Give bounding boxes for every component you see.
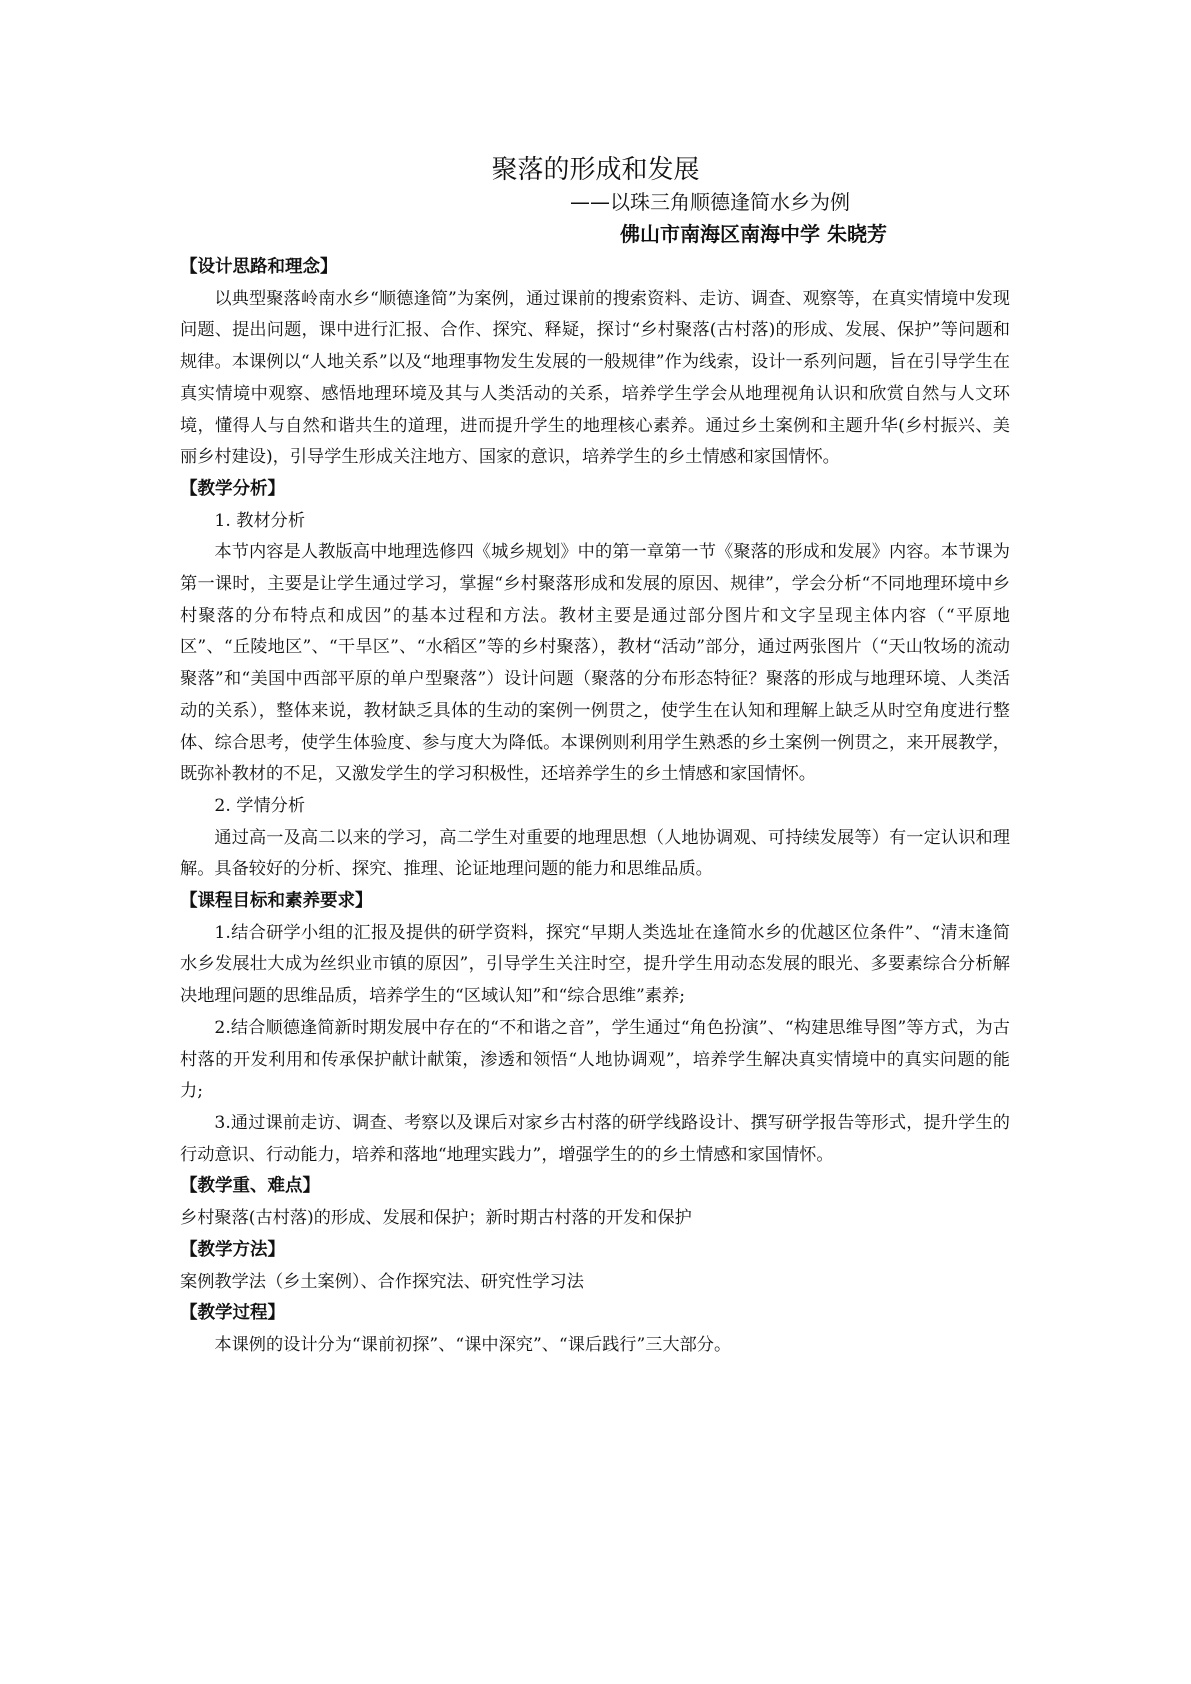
objective-item-2: 2.结合顺德逢简新时期发展中存在的“不和谐之音”，学生通过“角色扮演”、“构建思维导图”等方式，为古村落的开发利用和传承保护献计献策，渗透和领悟“人地协调观”，培养学生解决真实情境中的真实问题的能力; (180, 1017, 1010, 1102)
document-author: 佛山市南海区南海中学 朱晓芳 (620, 222, 887, 246)
analysis-item2-title: 2. 学情分析 (214, 795, 306, 816)
design-paragraph: 以典型聚落岭南水乡“顺德逢简”为案例，通过课前的搜索资料、走访、调查、观察等，在真实情境中发现问题、提出问题，课中进行汇报、合作、探究、释疑，探讨“乡村聚落(古村落)的形成、发展、保护”等问题和规律。本课例以“人地关系”以及“地理事物发生发展的一般规律”作为线索，设计一系列问题，旨在引导学生在真实情境中观察、感悟地理环境及其与人类活动的关系，培养学生学会从地理视角认识和欣赏自然与人文环境，懂得人与自然和谐共生的道理，进而提升学生的地理核心素养。通过乡土案例和主题升华(乡村振兴、美丽乡村建设)，引导学生形成关注地方、国家的意识，培养学生的乡土情感和家国情怀。 (180, 288, 1010, 468)
objective-item-1: 1.结合研学小组的汇报及提供的研学资料，探究“早期人类选址在逢简水乡的优越区位条件”、“清末逢简水乡发展壮大成为丝织业市镇的原因”，引导学生关注时空，提升学生用动态发展的眼光、多要素综合分析解决地理问题的思维品质，培养学生的“区域认知”和“综合思维”素养; (180, 922, 1010, 1007)
document-title: 聚落的形成和发展 (491, 155, 700, 185)
section-heading-design: 【设计思路和理念】 (180, 257, 338, 277)
section-heading-keypoints: 【教学重、难点】 (180, 1176, 320, 1197)
document-body (180, 252, 1010, 1362)
keypoints-text: 乡村聚落(古村落)的形成、发展和保护；新时期古村落的开发和保护 (180, 1208, 692, 1229)
document-subtitle: ——以珠三角顺德逢简水乡为例 (570, 190, 850, 214)
process-text: 本课例的设计分为“课前初探”、“课中深究”、“课后践行”三大部分。 (214, 1334, 732, 1355)
section-heading-process: 【教学过程】 (180, 1303, 285, 1324)
analysis-item2-text: 通过高一及高二以来的学习，高二学生对重要的地理思想（人地协调观、可持续发展等）有一定认识和理解。具备较好的分析、探究、推理、论证地理问题的能力和思维品质。 (180, 827, 1010, 880)
analysis-item1-text: 本节内容是人教版高中地理选修四《城乡规划》中的第一章第一节《聚落的形成和发展》内容。本节课为第一课时，主要是让学生通过学习，掌握“乡村聚落形成和发展的原因、规律”，学会分析“不同地理环境中乡村聚落的分布特点和成因”的基本过程和方法。教材主要是通过部分图片和文字呈现主体内容（“平原地区”、“丘陵地区”、“干旱区”、“水稻区”等的乡村聚落），教材“活动”部分，通过两张图片（“天山牧场的流动聚落”和“美国中西部平原的单户型聚落”）设计问题（聚落的分布形态特征？聚落的形成与地理环境、人类活动的关系），整体来说，教材缺乏具体的生动的案例一例贯之，使学生在认知和理解上缺乏从时空角度进行整体、综合思考，使学生体验度、参与度大为降低。本课例则利用学生熟悉的乡土案例一例贯之，来开展教学，既弥补教材的不足，又激发学生的学习积极性，还培养学生的乡土情感和家国情怀。 (180, 542, 1010, 785)
objective-item-3: 3.通过课前走访、调查、考察以及课后对家乡古村落的研学线路设计、撰写研学报告等形式，提升学生的行动意识、行动能力，培养和落地“地理实践力”，增强学生的的乡土情感和家国情怀。 (180, 1112, 1010, 1165)
section-heading-analysis: 【教学分析】 (180, 478, 285, 499)
analysis-item1-title: 1. 教材分析 (214, 510, 306, 531)
section-heading-objectives: 【课程目标和素养要求】 (180, 891, 373, 912)
methods-text: 案例教学法（乡土案例）、合作探究法、研究性学习法 (180, 1271, 584, 1292)
section-heading-methods: 【教学方法】 (180, 1239, 285, 1260)
